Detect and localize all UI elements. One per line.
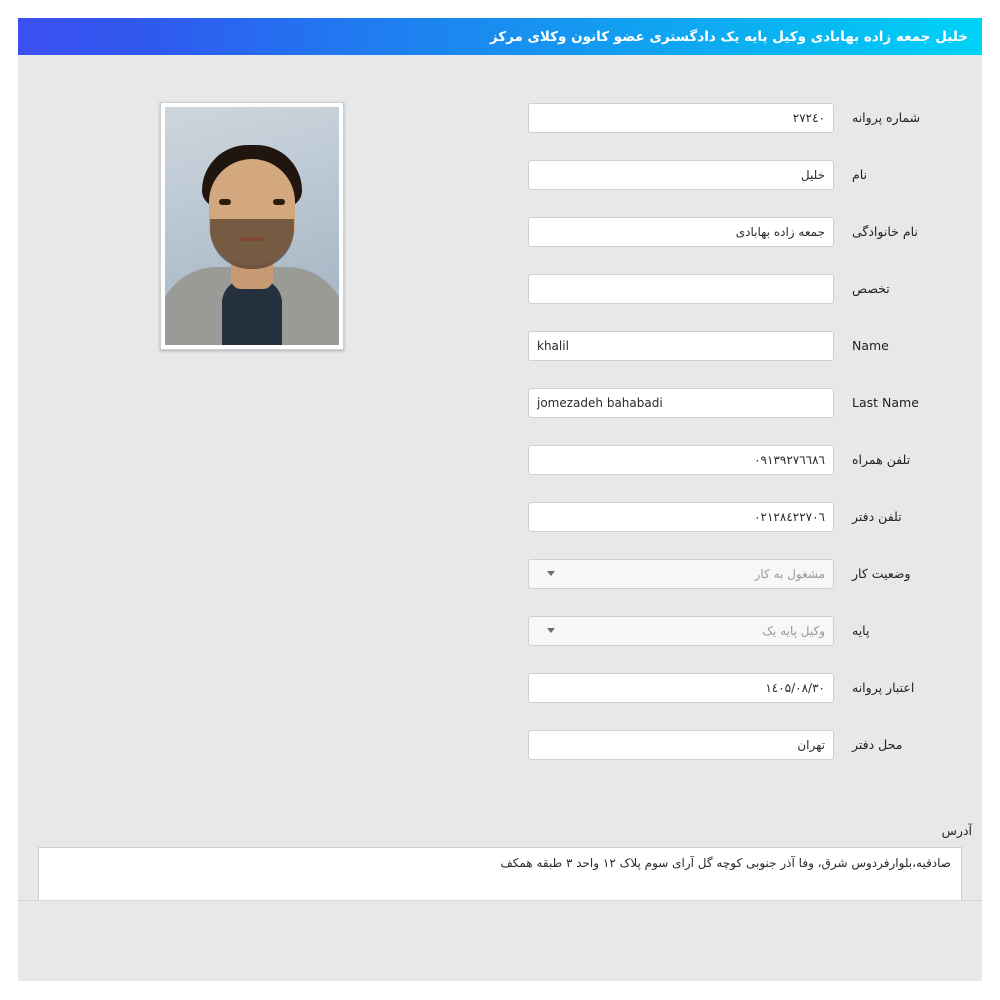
photo-eye-left xyxy=(219,199,231,205)
field-license-number[interactable]: ۲۷۲٤۰ xyxy=(528,103,834,133)
field-office-city[interactable]: تهران xyxy=(528,730,834,760)
form-row xyxy=(18,616,982,646)
field-mobile-phone[interactable]: ۰۹۱۳۹۲۷٦٦۸٦ xyxy=(528,445,834,475)
form-row xyxy=(18,103,982,133)
form-row xyxy=(18,331,982,361)
field-label-mobile-phone: تلفن همراه xyxy=(852,452,911,467)
chevron-down-icon[interactable] xyxy=(547,571,555,576)
form-row xyxy=(18,274,982,304)
form-row xyxy=(18,730,982,760)
field-first-name-fa[interactable]: خلیل xyxy=(528,160,834,190)
field-label-office-city: محل دفتر xyxy=(852,737,903,752)
form-row xyxy=(18,673,982,703)
form-row xyxy=(18,217,982,247)
form-row xyxy=(18,559,982,589)
field-label-specialty: تخصص xyxy=(852,281,890,296)
field-rank-select[interactable]: وکیل پایه یک xyxy=(528,616,834,646)
field-work-status-select[interactable]: مشغول به کار xyxy=(528,559,834,589)
title-bar xyxy=(18,18,982,55)
field-label-rank: پایه xyxy=(852,623,870,638)
form-row xyxy=(18,502,982,532)
field-last-name-en[interactable]: jomezadeh bahabadi xyxy=(528,388,834,418)
field-label-last-name-en: Last Name xyxy=(852,395,919,410)
form-row xyxy=(18,445,982,475)
field-label-office-phone: تلفن دفتر xyxy=(852,509,902,524)
field-label-first-name-en: Name xyxy=(852,338,889,353)
field-license-expiry[interactable]: ۱٤۰۵/۰۸/۳۰ xyxy=(528,673,834,703)
field-last-name-fa[interactable]: جمعه زاده بهابادی xyxy=(528,217,834,247)
field-label-address: آدرس xyxy=(941,823,972,838)
field-first-name-en[interactable]: khalil xyxy=(528,331,834,361)
photo-eye-right xyxy=(273,199,285,205)
lawyer-profile-card xyxy=(18,18,982,980)
field-label-first-name-fa: نام xyxy=(852,167,868,182)
page-title: خلیل جمعه زاده بهابادی وکیل پایه یک دادگستری عضو کانون وکلای مرکز xyxy=(489,28,968,45)
footer-area xyxy=(18,900,982,981)
chevron-down-icon[interactable] xyxy=(547,628,555,633)
profile-body xyxy=(18,55,982,900)
field-label-license-number: شماره پروانه xyxy=(852,110,921,125)
field-specialty[interactable] xyxy=(528,274,834,304)
form-row xyxy=(18,160,982,190)
field-label-license-expiry: اعتبار پروانه xyxy=(852,680,915,695)
field-address-textarea[interactable]: صادقیه،بلوارفردوس شرق، وفا آذر جنوبی کوچه گل آرای سوم پلاک ۱۲ واحد ۳ طبقه همکف xyxy=(38,847,962,927)
field-label-last-name-fa: نام خانوادگی xyxy=(852,224,918,239)
field-label-work-status: وضعیت کار xyxy=(852,566,911,581)
field-office-phone[interactable]: ۰۲۱۲۸٤۲۲۷۰٦ xyxy=(528,502,834,532)
form-row xyxy=(18,388,982,418)
